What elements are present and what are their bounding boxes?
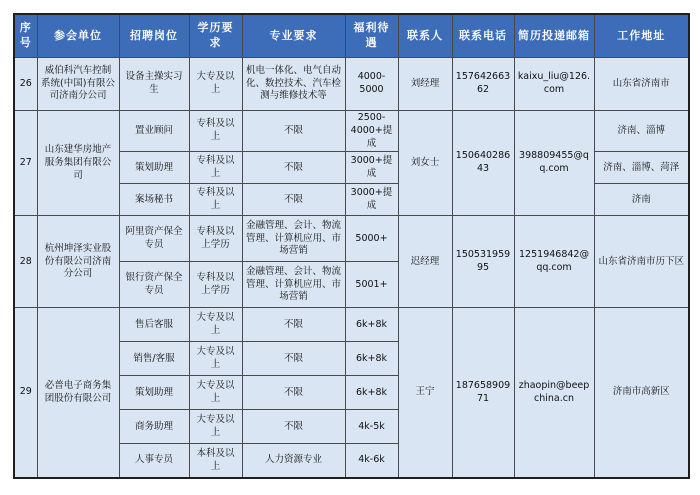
table-row [14, 216, 689, 262]
header-contact: 联系人 [398, 14, 452, 58]
salary-cell: 6k+8k [345, 308, 398, 342]
position-cell: 置业顾问 [119, 111, 189, 152]
email-cell: 398809455@qq.com [514, 111, 594, 216]
table-row [14, 58, 689, 111]
seq-cell: 28 [14, 216, 37, 308]
education-cell: 专科及以上 [189, 152, 242, 184]
salary-cell: 4k-5k [345, 410, 398, 444]
seq-cell: 29 [14, 308, 37, 478]
table-row [14, 308, 689, 342]
position-cell: 销售/客服 [119, 342, 189, 376]
address-cell: 济南市高新区 [594, 308, 689, 478]
position-cell: 商务助理 [119, 410, 189, 444]
address-cell: 济南 [594, 184, 689, 216]
major-cell: 不限 [242, 308, 345, 342]
major-cell: 不限 [242, 111, 345, 152]
salary-cell: 5001+ [345, 262, 398, 308]
address-cell: 济南、淄博、菏泽 [594, 152, 689, 184]
header-seq: 序号 [14, 14, 37, 58]
phone-cell: 15064028643 [452, 111, 514, 216]
position-cell: 人事专员 [119, 444, 189, 478]
education-cell: 大专及以上 [189, 342, 242, 376]
education-cell: 大专及以上 [189, 308, 242, 342]
phone-cell: 18765890971 [452, 308, 514, 478]
address-cell: 山东省济南市历下区 [594, 216, 689, 308]
position-cell: 案场秘书 [119, 184, 189, 216]
education-cell: 专科及以上 [189, 184, 242, 216]
major-cell: 不限 [242, 376, 345, 410]
company-cell: 山东建华房地产服务集团有限公司 [37, 111, 119, 216]
contact-cell: 王宁 [398, 308, 452, 478]
contact-cell: 迟经理 [398, 216, 452, 308]
header-salary: 福利待遇 [345, 14, 398, 58]
seq-cell: 26 [14, 58, 37, 111]
seq-cell: 27 [14, 111, 37, 216]
salary-cell: 6k+8k [345, 376, 398, 410]
position-cell: 策划助理 [119, 152, 189, 184]
salary-cell: 2500-4000+提成 [345, 111, 398, 152]
position-cell: 阿里资产保全专员 [119, 216, 189, 262]
major-cell: 机电一体化、电气自动化、数控技术、汽车检测与维修技术等 [242, 58, 345, 111]
company-cell: 必普电子商务集团股份有限公司 [37, 308, 119, 478]
phone-cell: 15053195995 [452, 216, 514, 308]
salary-cell: 6k+8k [345, 342, 398, 376]
education-cell: 专科及以上 [189, 111, 242, 152]
header-position: 招聘岗位 [119, 14, 189, 58]
header-company: 参会单位 [37, 14, 119, 58]
page [0, 13, 700, 495]
education-cell: 大专及以上 [189, 58, 242, 111]
phone-cell: 15764266362 [452, 58, 514, 111]
contact-cell: 刘经理 [398, 58, 452, 111]
education-cell: 本科及以上 [189, 444, 242, 478]
salary-cell: 5000+ [345, 216, 398, 262]
email-cell: kaixu_liu@126.com [514, 58, 594, 111]
email-cell: zhaopin@beepchina.cn [514, 308, 594, 478]
address-cell: 山东省济南市 [594, 58, 689, 111]
company-cell: 威伯科汽车控制系统(中国)有限公司济南分公司 [37, 58, 119, 111]
company-cell: 杭州坤泽实业股份有限公司济南分公司 [37, 216, 119, 308]
email-cell: 1251946842@qq.com [514, 216, 594, 308]
contact-cell: 刘女士 [398, 111, 452, 216]
position-cell: 策划助理 [119, 376, 189, 410]
header-address: 工作地址 [594, 14, 689, 58]
education-cell: 专科及以上学历 [189, 262, 242, 308]
position-cell: 设备主操实习生 [119, 58, 189, 111]
header-phone: 联系电话 [452, 14, 514, 58]
major-cell: 不限 [242, 410, 345, 444]
education-cell: 大专及以上 [189, 376, 242, 410]
salary-cell: 3000+提成 [345, 184, 398, 216]
salary-cell: 3000+提成 [345, 152, 398, 184]
education-cell: 大专及以上 [189, 410, 242, 444]
major-cell: 金融管理、会计、物流管理、计算机应用、市场营销 [242, 216, 345, 262]
major-cell: 不限 [242, 342, 345, 376]
major-cell: 金融管理、会计、物流管理、计算机应用、市场营销 [242, 262, 345, 308]
major-cell: 人力资源专业 [242, 444, 345, 478]
header-major: 专业要求 [242, 14, 345, 58]
salary-cell: 4k-6k [345, 444, 398, 478]
address-cell: 济南、淄博 [594, 111, 689, 152]
recruitment-table [13, 13, 690, 479]
header-row [14, 14, 689, 58]
major-cell: 不限 [242, 184, 345, 216]
position-cell: 银行资产保全专员 [119, 262, 189, 308]
table-row [14, 111, 689, 152]
major-cell: 不限 [242, 152, 345, 184]
header-education: 学历要求 [189, 14, 242, 58]
header-email: 简历投递邮箱 [514, 14, 594, 58]
position-cell: 售后客服 [119, 308, 189, 342]
salary-cell: 4000-5000 [345, 58, 398, 111]
education-cell: 专科及以上学历 [189, 216, 242, 262]
